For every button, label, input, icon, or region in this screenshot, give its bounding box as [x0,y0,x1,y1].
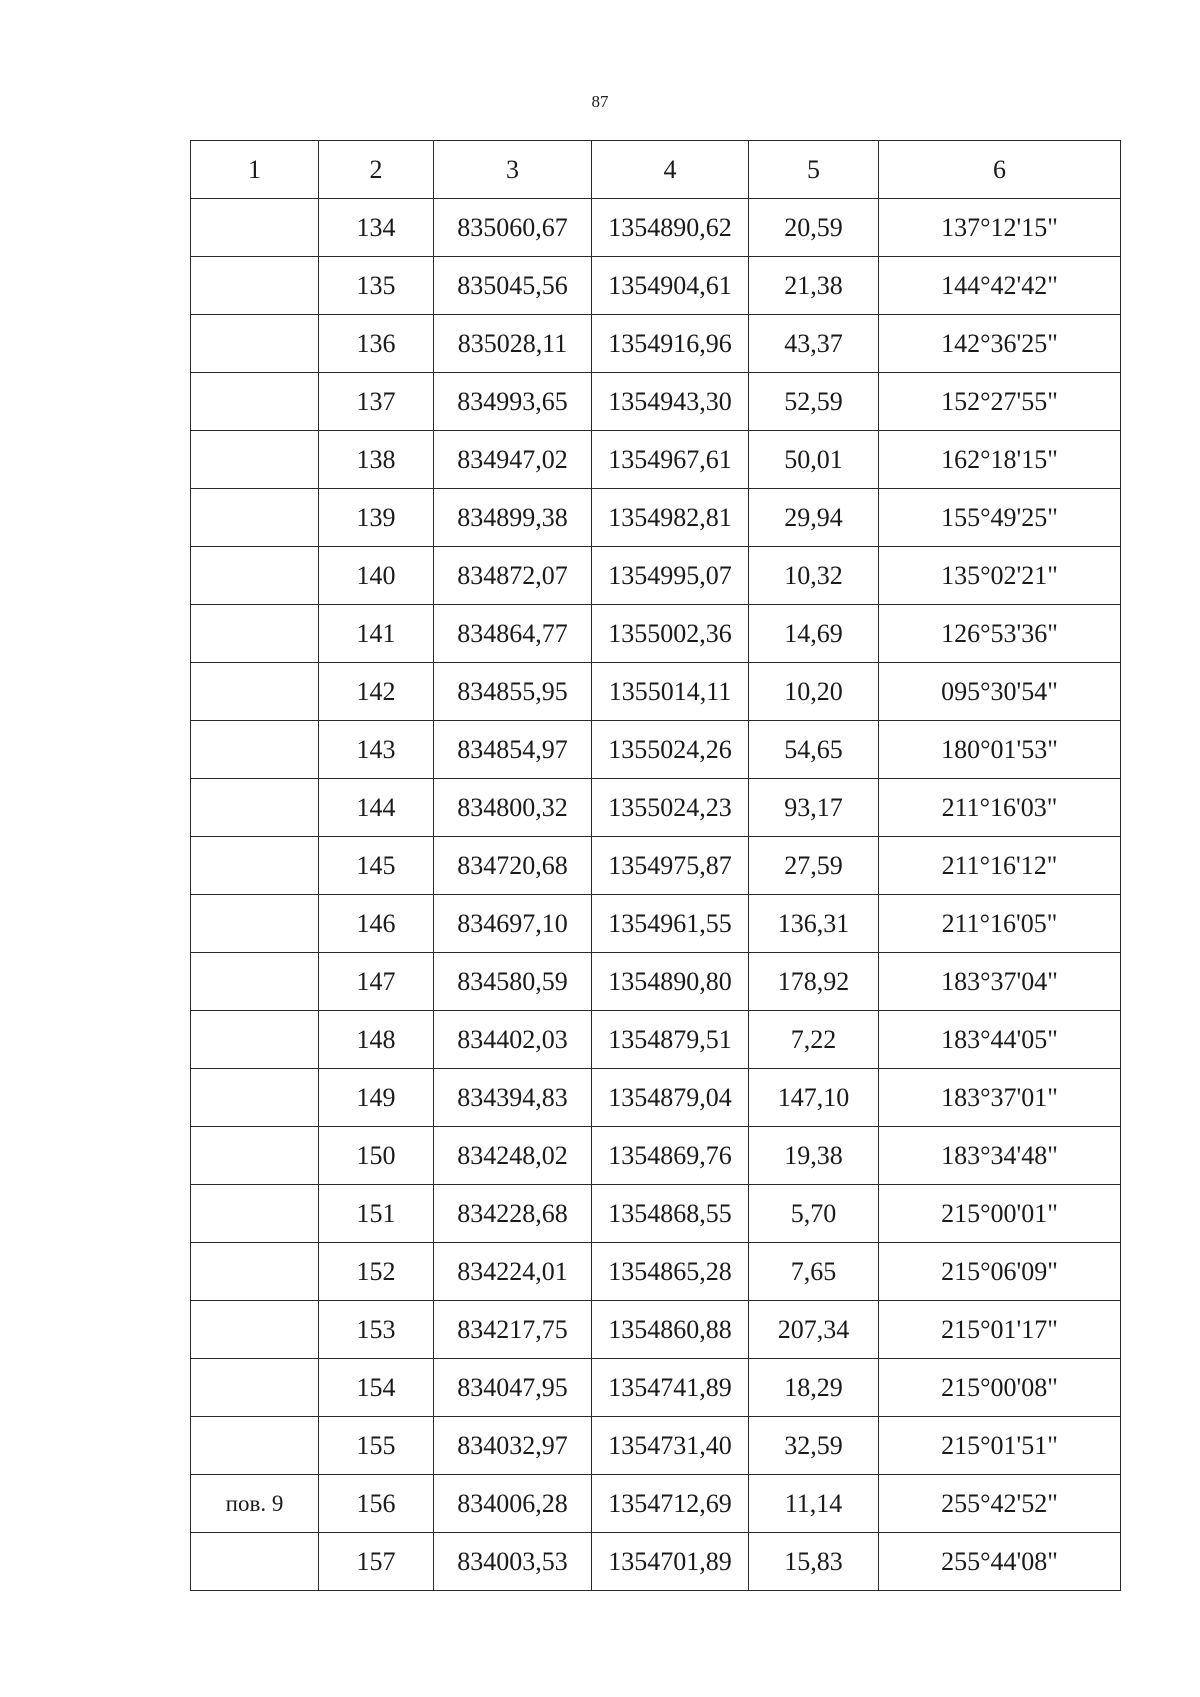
distance-cell: 5,70 [749,1185,879,1243]
table-row [191,547,1121,605]
x-coordinate-cell: 834580,59 [434,953,592,1011]
point-number-cell: 144 [319,779,434,837]
bearing-cell: 137°12'15" [879,199,1121,257]
x-coordinate-cell: 834899,38 [434,489,592,547]
distance-cell: 7,65 [749,1243,879,1301]
x-coordinate-cell: 835060,67 [434,199,592,257]
bearing-cell: 211°16'05" [879,895,1121,953]
bearing-cell: 183°34'48" [879,1127,1121,1185]
x-coordinate-cell: 834248,02 [434,1127,592,1185]
y-coordinate-cell: 1354879,04 [592,1069,749,1127]
turn-label-cell [191,1533,319,1591]
distance-cell: 32,59 [749,1417,879,1475]
table-row [191,895,1121,953]
distance-cell: 136,31 [749,895,879,953]
y-coordinate-cell: 1354741,89 [592,1359,749,1417]
x-coordinate-cell: 834217,75 [434,1301,592,1359]
bearing-cell: 215°00'08" [879,1359,1121,1417]
bearing-cell: 215°06'09" [879,1243,1121,1301]
distance-cell: 43,37 [749,315,879,373]
table-row [191,1127,1121,1185]
bearing-cell: 095°30'54" [879,663,1121,721]
point-number-cell: 147 [319,953,434,1011]
turn-label-cell [191,1359,319,1417]
y-coordinate-cell: 1355024,26 [592,721,749,779]
point-number-cell: 152 [319,1243,434,1301]
turn-label-cell [191,605,319,663]
bearing-cell: 211°16'12" [879,837,1121,895]
bearing-cell: 183°44'05" [879,1011,1121,1069]
y-coordinate-cell: 1354967,61 [592,431,749,489]
y-coordinate-cell: 1354961,55 [592,895,749,953]
x-coordinate-cell: 834224,01 [434,1243,592,1301]
x-coordinate-cell: 834047,95 [434,1359,592,1417]
table-row [191,721,1121,779]
y-coordinate-cell: 1354995,07 [592,547,749,605]
header-cell: 4 [592,141,749,199]
bearing-cell: 142°36'25" [879,315,1121,373]
turn-label-cell [191,895,319,953]
bearing-cell: 144°42'42" [879,257,1121,315]
distance-cell: 11,14 [749,1475,879,1533]
turn-label-cell [191,663,319,721]
bearing-cell: 215°00'01" [879,1185,1121,1243]
turn-label-cell [191,1243,319,1301]
bearing-cell: 183°37'04" [879,953,1121,1011]
point-number-cell: 137 [319,373,434,431]
y-coordinate-cell: 1354712,69 [592,1475,749,1533]
x-coordinate-cell: 834006,28 [434,1475,592,1533]
point-number-cell: 148 [319,1011,434,1069]
y-coordinate-cell: 1354868,55 [592,1185,749,1243]
table-row [191,1359,1121,1417]
distance-cell: 54,65 [749,721,879,779]
table-row [191,1243,1121,1301]
table-row [191,257,1121,315]
x-coordinate-cell: 834854,97 [434,721,592,779]
table-header-row [191,141,1121,199]
table-row [191,779,1121,837]
y-coordinate-cell: 1354869,76 [592,1127,749,1185]
table-row [191,663,1121,721]
x-coordinate-cell: 834394,83 [434,1069,592,1127]
bearing-cell: 183°37'01" [879,1069,1121,1127]
distance-cell: 178,92 [749,953,879,1011]
bearing-cell: 162°18'15" [879,431,1121,489]
bearing-cell: 211°16'03" [879,779,1121,837]
turn-label-cell [191,779,319,837]
header-cell: 1 [191,141,319,199]
table-row [191,373,1121,431]
bearing-cell: 126°53'36" [879,605,1121,663]
turn-label-cell [191,199,319,257]
header-cell: 2 [319,141,434,199]
header-cell: 6 [879,141,1121,199]
bearing-cell: 215°01'17" [879,1301,1121,1359]
bearing-cell: 215°01'51" [879,1417,1121,1475]
x-coordinate-cell: 834228,68 [434,1185,592,1243]
turn-label-cell [191,373,319,431]
turn-label-cell [191,1011,319,1069]
distance-cell: 19,38 [749,1127,879,1185]
distance-cell: 20,59 [749,199,879,257]
y-coordinate-cell: 1354975,87 [592,837,749,895]
table-row [191,1069,1121,1127]
turn-label-cell [191,1127,319,1185]
table-row [191,315,1121,373]
turn-label-cell: пов. 9 [191,1475,319,1533]
y-coordinate-cell: 1354890,62 [592,199,749,257]
turn-label-cell [191,431,319,489]
distance-cell: 10,20 [749,663,879,721]
table-row [191,1011,1121,1069]
turn-label-cell [191,257,319,315]
distance-cell: 50,01 [749,431,879,489]
bearing-cell: 255°42'52" [879,1475,1121,1533]
turn-label-cell [191,547,319,605]
turn-label-cell [191,721,319,779]
point-number-cell: 143 [319,721,434,779]
turn-label-cell [191,489,319,547]
point-number-cell: 142 [319,663,434,721]
bearing-cell: 135°02'21" [879,547,1121,605]
table-row [191,1301,1121,1359]
table-row [191,489,1121,547]
table-row [191,605,1121,663]
x-coordinate-cell: 834872,07 [434,547,592,605]
x-coordinate-cell: 834003,53 [434,1533,592,1591]
y-coordinate-cell: 1355002,36 [592,605,749,663]
x-coordinate-cell: 834032,97 [434,1417,592,1475]
table-row [191,1475,1121,1533]
y-coordinate-cell: 1355024,23 [592,779,749,837]
point-number-cell: 135 [319,257,434,315]
turn-label-cell [191,953,319,1011]
bearing-cell: 180°01'53" [879,721,1121,779]
y-coordinate-cell: 1354865,28 [592,1243,749,1301]
distance-cell: 10,32 [749,547,879,605]
turn-label-cell [191,1185,319,1243]
point-number-cell: 139 [319,489,434,547]
y-coordinate-cell: 1354860,88 [592,1301,749,1359]
distance-cell: 29,94 [749,489,879,547]
bearing-cell: 152°27'55" [879,373,1121,431]
turn-label-cell [191,1069,319,1127]
point-number-cell: 154 [319,1359,434,1417]
point-number-cell: 140 [319,547,434,605]
table-row [191,953,1121,1011]
x-coordinate-cell: 835045,56 [434,257,592,315]
y-coordinate-cell: 1354916,96 [592,315,749,373]
point-number-cell: 150 [319,1127,434,1185]
distance-cell: 27,59 [749,837,879,895]
distance-cell: 147,10 [749,1069,879,1127]
bearing-cell: 155°49'25" [879,489,1121,547]
x-coordinate-cell: 834720,68 [434,837,592,895]
y-coordinate-cell: 1354904,61 [592,257,749,315]
header-cell: 5 [749,141,879,199]
x-coordinate-cell: 834855,95 [434,663,592,721]
point-number-cell: 151 [319,1185,434,1243]
x-coordinate-cell: 835028,11 [434,315,592,373]
coordinates-table [190,140,1121,1591]
x-coordinate-cell: 834993,65 [434,373,592,431]
point-number-cell: 145 [319,837,434,895]
distance-cell: 14,69 [749,605,879,663]
turn-label-cell [191,1417,319,1475]
header-cell: 3 [434,141,592,199]
x-coordinate-cell: 834800,32 [434,779,592,837]
y-coordinate-cell: 1355014,11 [592,663,749,721]
point-number-cell: 155 [319,1417,434,1475]
distance-cell: 52,59 [749,373,879,431]
bearing-cell: 255°44'08" [879,1533,1121,1591]
distance-cell: 207,34 [749,1301,879,1359]
point-number-cell: 136 [319,315,434,373]
table-row [191,199,1121,257]
y-coordinate-cell: 1354701,89 [592,1533,749,1591]
turn-label-cell [191,1301,319,1359]
table-row [191,1185,1121,1243]
point-number-cell: 146 [319,895,434,953]
x-coordinate-cell: 834402,03 [434,1011,592,1069]
y-coordinate-cell: 1354731,40 [592,1417,749,1475]
y-coordinate-cell: 1354890,80 [592,953,749,1011]
y-coordinate-cell: 1354982,81 [592,489,749,547]
distance-cell: 7,22 [749,1011,879,1069]
point-number-cell: 157 [319,1533,434,1591]
y-coordinate-cell: 1354943,30 [592,373,749,431]
point-number-cell: 134 [319,199,434,257]
point-number-cell: 156 [319,1475,434,1533]
x-coordinate-cell: 834947,02 [434,431,592,489]
distance-cell: 15,83 [749,1533,879,1591]
distance-cell: 18,29 [749,1359,879,1417]
turn-label-cell [191,837,319,895]
table-row [191,837,1121,895]
page-number: 87 [591,92,609,111]
point-number-cell: 138 [319,431,434,489]
table-row [191,431,1121,489]
point-number-cell: 141 [319,605,434,663]
table-row [191,1417,1121,1475]
point-number-cell: 149 [319,1069,434,1127]
turn-label-cell [191,315,319,373]
table-row [191,1533,1121,1591]
distance-cell: 93,17 [749,779,879,837]
y-coordinate-cell: 1354879,51 [592,1011,749,1069]
x-coordinate-cell: 834697,10 [434,895,592,953]
distance-cell: 21,38 [749,257,879,315]
point-number-cell: 153 [319,1301,434,1359]
x-coordinate-cell: 834864,77 [434,605,592,663]
